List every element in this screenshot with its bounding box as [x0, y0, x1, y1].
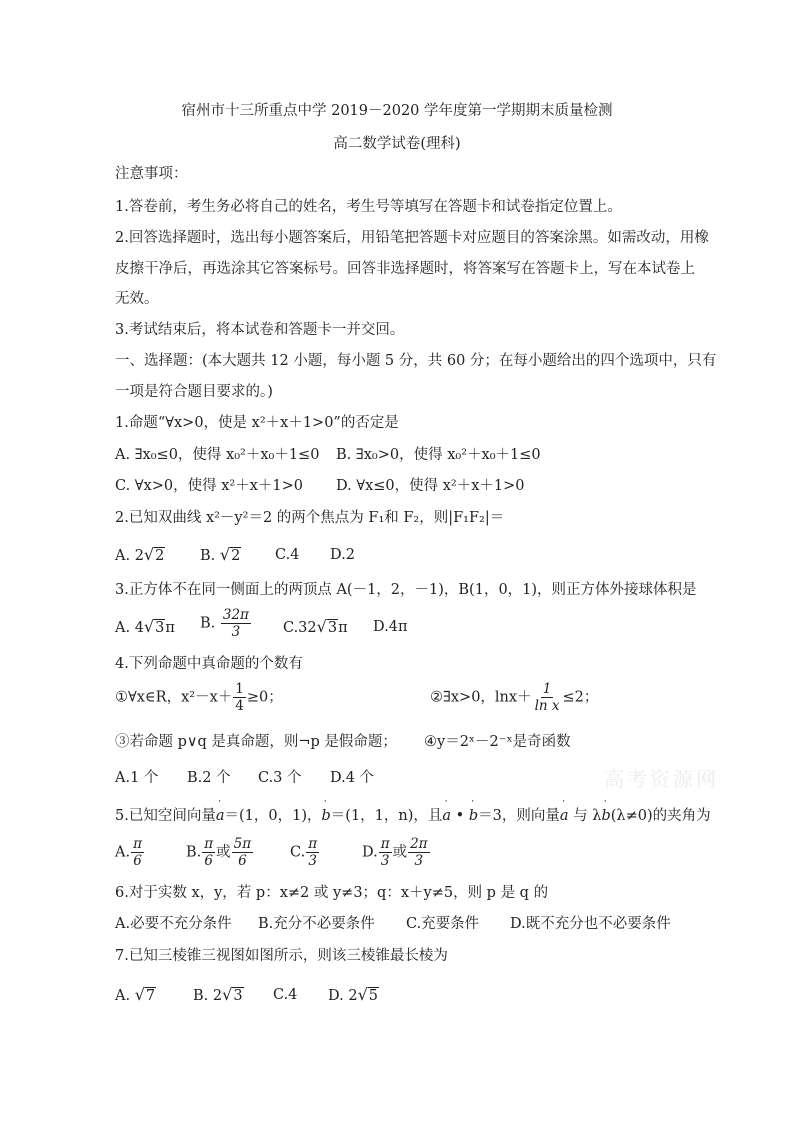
q4-s1-fraction [233, 681, 246, 714]
q4-option-c: C.3 个 [258, 770, 302, 786]
q2-a-label: A. 2 [115, 548, 144, 564]
vector-b: ˙ b [469, 806, 478, 826]
denominator: ln x [534, 698, 560, 714]
sqrt-sign: √5 [357, 985, 378, 1004]
denominator: 6 [133, 853, 142, 869]
q2-option-a [115, 545, 165, 566]
q4-option-d: D.4 个 [330, 770, 375, 786]
numerator: π [204, 836, 214, 852]
q6-option-c: C.充要条件 [406, 916, 480, 932]
q5-text: 与 λ [568, 808, 602, 824]
exam-title: 宿州市十三所重点中学 2019－2020 学年度第一学期期末质量检测 [181, 103, 613, 119]
sqrt-sign: √7 [134, 985, 156, 1004]
q7-b-radicand: 3 [233, 988, 243, 1004]
q3-option-a [115, 617, 175, 638]
q6-option-d: D.既不充分也不必要条件 [510, 916, 671, 932]
q1-option-c: C. ∀x>0，使得 x²＋x＋1>0 [115, 478, 303, 494]
q4-s2-fraction [533, 681, 562, 714]
q5-d-or: 或 [392, 844, 408, 861]
q4-option-a: A.1 个 [115, 770, 159, 786]
q2-b-label: B. [200, 548, 216, 564]
vector-a: ˙ a [560, 806, 569, 826]
q6-stem: 6.对于实数 x，y，若 p：x≠2 或 y≠3；q：x＋y≠5，则 p 是 q 的 [115, 885, 549, 901]
q3-option-c [283, 617, 348, 638]
q3-a-tail: π [165, 620, 175, 636]
numerator: 1 [235, 681, 244, 697]
q4-statement-4: ④y＝2ˣ－2⁻ˣ是奇函数 [424, 734, 571, 750]
note-2-line-3: 无效。 [115, 291, 159, 307]
q5-text: 5.已知空间向量 [115, 808, 216, 824]
q2-stem: 2.已知双曲线 x²－y²＝2 的两个焦点为 F₁和 F₂，则|F₁F₂|＝ [115, 510, 505, 526]
q5-d-label: D. [362, 844, 378, 861]
q5-text: ＝(1，1，n)，且 [330, 808, 443, 824]
numerator: π [133, 836, 142, 852]
q4-stem: 4.下列命题中真命题的个数有 [115, 656, 303, 672]
q7-d-radicand: 5 [368, 988, 378, 1004]
denominator: 3 [414, 853, 424, 869]
q2-a-radicand: 2 [155, 548, 165, 564]
note-2-line-2: 皮擦干净后，再选涂其它答案标号。回答非选择题时，将答案写在答题卡上，写在本试卷上 [115, 261, 695, 277]
q4-statement-2 [430, 681, 598, 714]
q7-a-radicand: 7 [145, 988, 156, 1004]
numerator: 32π [222, 607, 249, 623]
q3-b-fraction [221, 607, 251, 640]
sqrt-sign: √3 [316, 617, 338, 636]
q1-option-a: A. ∃x₀≤0，使得 x₀²＋x₀＋1≤0 [115, 447, 320, 463]
denominator: 6 [238, 853, 247, 869]
q5-stem [115, 806, 711, 826]
q4-statement-1 [115, 681, 283, 714]
q1-option-d: D. ∀x≤0，使得 x²＋x＋1>0 [336, 478, 525, 494]
q5-a-label: A. [115, 844, 131, 861]
q4-s1-text: ①∀x∈R，x²－x＋ [115, 689, 233, 706]
q1-option-b: B. ∃x₀>0，使得 x₀²＋x₀＋1≤0 [336, 447, 541, 463]
q7-a-label: A. [115, 988, 131, 1004]
numerator: 5π [233, 836, 252, 852]
q7-b-label: B. 2 [193, 988, 223, 1004]
sqrt-sign: √3 [143, 617, 165, 636]
q5-text: ＝3，则向量 [478, 808, 560, 824]
q7-stem: 7.已知三棱锥三视图如图所示，则该三棱锥最长棱为 [115, 948, 448, 964]
q5-a-fraction [131, 836, 144, 869]
sqrt-sign: √3 [222, 985, 243, 1004]
q6-option-a: A.必要不充分条件 [115, 916, 232, 932]
q4-statement-3: ③若命题 p∨q 是真命题，则¬p 是假命题； [115, 734, 397, 750]
q4-s2-text: ②∃x>0，lnx＋ [430, 689, 532, 706]
q6-option-b: B.充分不必要条件 [258, 916, 375, 932]
numerator: π [308, 836, 318, 852]
q5-d-fraction-2 [408, 836, 429, 869]
vector-b: ˙ b [601, 806, 610, 826]
vector-a: ˙ a [442, 806, 451, 826]
q2-option-d: D.2 [330, 547, 355, 563]
note-1: 1.答卷前，考生务必将自己的姓名，考生号等填写在答题卡和试卷指定位置上。 [115, 199, 622, 215]
notes-heading: 注意事项： [115, 166, 188, 182]
sqrt-sign: √2 [219, 545, 241, 564]
q5-option-a [115, 836, 145, 869]
denominator: 3 [308, 853, 317, 869]
exam-subtitle: 高二数学试卷(理科) [333, 136, 461, 152]
q5-dot: • [451, 808, 469, 824]
q4-s1-tail: ≥0； [246, 689, 283, 706]
q7-d-label: D. 2 [328, 988, 358, 1004]
q7-option-c: C.4 [273, 987, 298, 1003]
q5-option-c [290, 836, 320, 869]
numerator: π [380, 836, 390, 852]
section-heading-line-1: 一、选择题：(本大题共 12 小题，每小题 5 分，共 60 分；在每小题给出的四个选项中，只有 [115, 353, 717, 369]
denominator: 3 [231, 624, 241, 640]
q3-c-tail: π [338, 620, 348, 636]
q5-option-d [362, 836, 431, 869]
denominator: 6 [204, 853, 213, 869]
q1-stem: 1.命题“∀x>0，使是 x²＋x＋1>0”的否定是 [115, 415, 399, 431]
numerator: 2π [410, 836, 428, 852]
q3-c-label: C.32 [283, 620, 317, 636]
q3-a-label: A. 4 [115, 620, 144, 636]
q5-c-label: C. [290, 844, 306, 861]
q5-c-fraction [306, 836, 319, 869]
q5-text: ＝(1，0，1)， [224, 808, 322, 824]
q2-option-b [200, 545, 241, 566]
q5-b-fraction-2 [232, 836, 253, 869]
numerator: 1 [542, 681, 552, 697]
q4-option-b: B.2 个 [187, 770, 231, 786]
vector-a: ˙ a [216, 806, 225, 826]
q2-option-c: C.4 [275, 547, 300, 563]
denominator: 3 [380, 853, 390, 869]
q3-a-radicand: 3 [155, 620, 165, 636]
q4-s2-tail: ≤2； [562, 689, 599, 706]
section-heading-line-2: 一项是符合题目要求的。) [115, 384, 273, 400]
vector-b: ˙ b [322, 806, 331, 826]
q7-option-b [193, 985, 244, 1006]
q3-option-b [200, 607, 252, 640]
q3-option-d: D.4π [373, 619, 408, 635]
q5-b-or: 或 [216, 844, 231, 861]
sqrt-sign: √2 [143, 545, 165, 564]
q3-c-radicand: 3 [327, 620, 338, 636]
note-2-line-1: 2.回答选择题时，选出每小题答案后，用铅笔把答题卡对应题目的答案涂黑。如需改动，用橡 [115, 230, 709, 246]
q7-option-a [115, 985, 156, 1006]
q7-option-d [328, 985, 379, 1006]
watermark: 高考资源网 [604, 767, 719, 791]
q5-b-label: B. [186, 844, 202, 861]
q3-stem: 3.正方体不在同一侧面上的两顶点 A(－1，2，－1)，B(1，0，1)，则正方体外接球体积是 [115, 582, 697, 598]
denominator: 4 [235, 698, 244, 714]
q3-b-label: B. [200, 615, 216, 632]
q2-b-radicand: 2 [231, 548, 241, 564]
note-3: 3.考试结束后，将本试卷和答题卡一并交回。 [115, 322, 405, 338]
q5-text: (λ≠0)的夹角为 [610, 808, 711, 824]
q5-b-fraction-1 [202, 836, 215, 869]
q5-d-fraction-1 [379, 836, 392, 869]
q5-option-b [186, 836, 254, 869]
